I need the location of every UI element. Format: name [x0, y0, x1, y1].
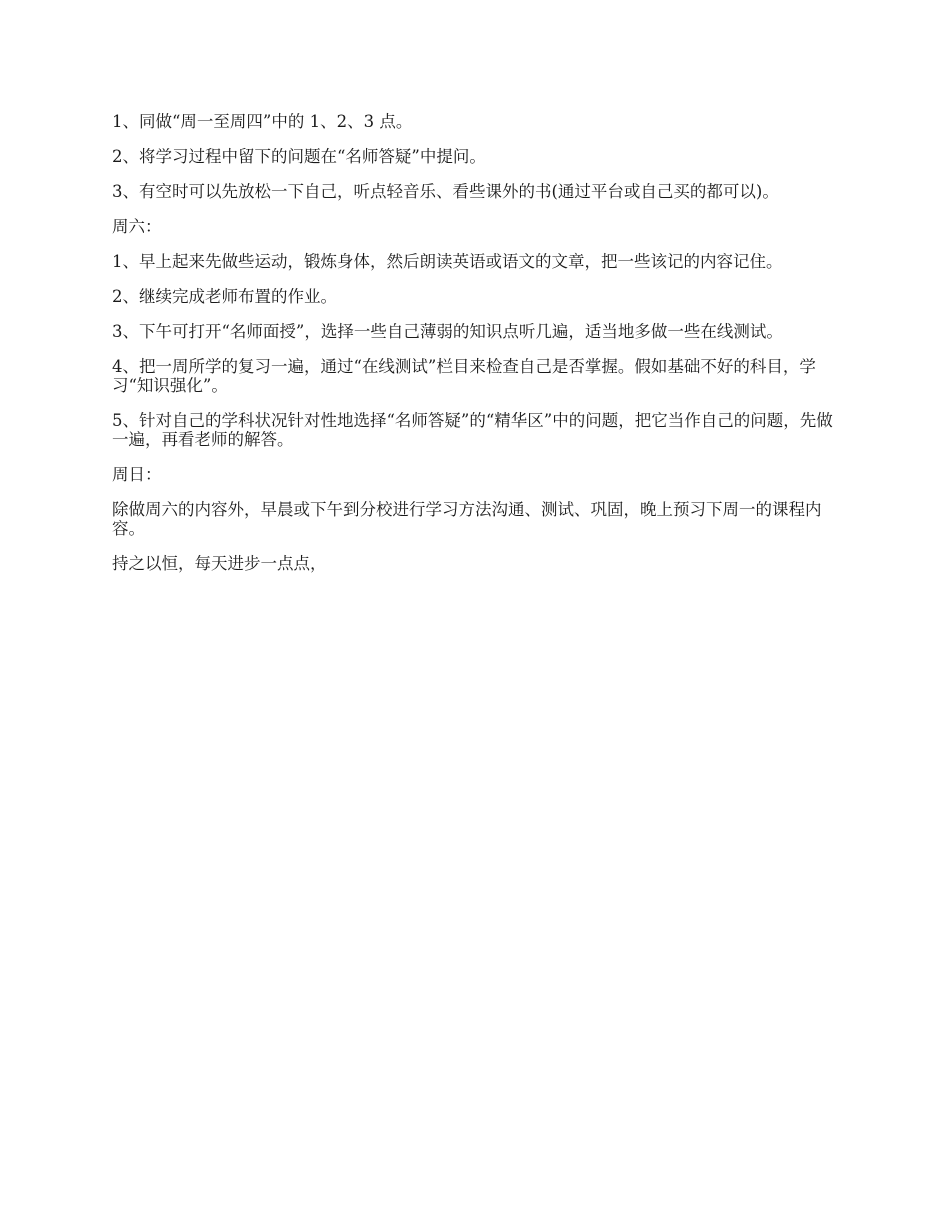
- document-body: [112, 112, 840, 589]
- paragraph-monday-thursday-repeat: 1、同做“周一至周四”中的 1、2、3 点。: [112, 112, 413, 131]
- paragraph-closing: 持之以恒，每天进步一点点，: [112, 554, 327, 573]
- paragraph-saturday-qa: 5、针对自己的学科状况针对性地选择“名师答疑”的“精华区”中的问题，把它当作自己的问题，先做一遍，再看老师的解答。: [112, 411, 833, 449]
- paragraph-sunday-plan: 除做周六的内容外，早晨或下午到分校进行学习方法沟通、测试、巩固，晚上预习下周一的课程内容。: [112, 500, 822, 538]
- paragraph-saturday-review: 4、把一周所学的复习一遍，通过“在线测试”栏目来检查自己是否掌握。假如基础不好的科目，学习“知识强化”。: [112, 357, 816, 395]
- paragraph-relax: 3、有空时可以先放松一下自己，听点轻音乐、看些课外的书(通过平台或自己买的都可以)。: [112, 182, 779, 201]
- paragraph-ask-questions: 2、将学习过程中留下的问题在“名师答疑”中提问。: [112, 147, 486, 166]
- paragraph-saturday-lectures: 3、下午可打开“名师面授”，选择一些自己薄弱的知识点听几遍，适当地多做一些在线测试。: [112, 322, 783, 341]
- heading-sunday: 周日：: [112, 465, 162, 484]
- paragraph-saturday-exercise: 1、早上起来先做些运动，锻炼身体，然后朗读英语或语文的文章，把一些该记的内容记住。: [112, 252, 783, 271]
- paragraph-saturday-homework: 2、继续完成老师布置的作业。: [112, 287, 337, 306]
- heading-saturday: 周六：: [112, 217, 162, 236]
